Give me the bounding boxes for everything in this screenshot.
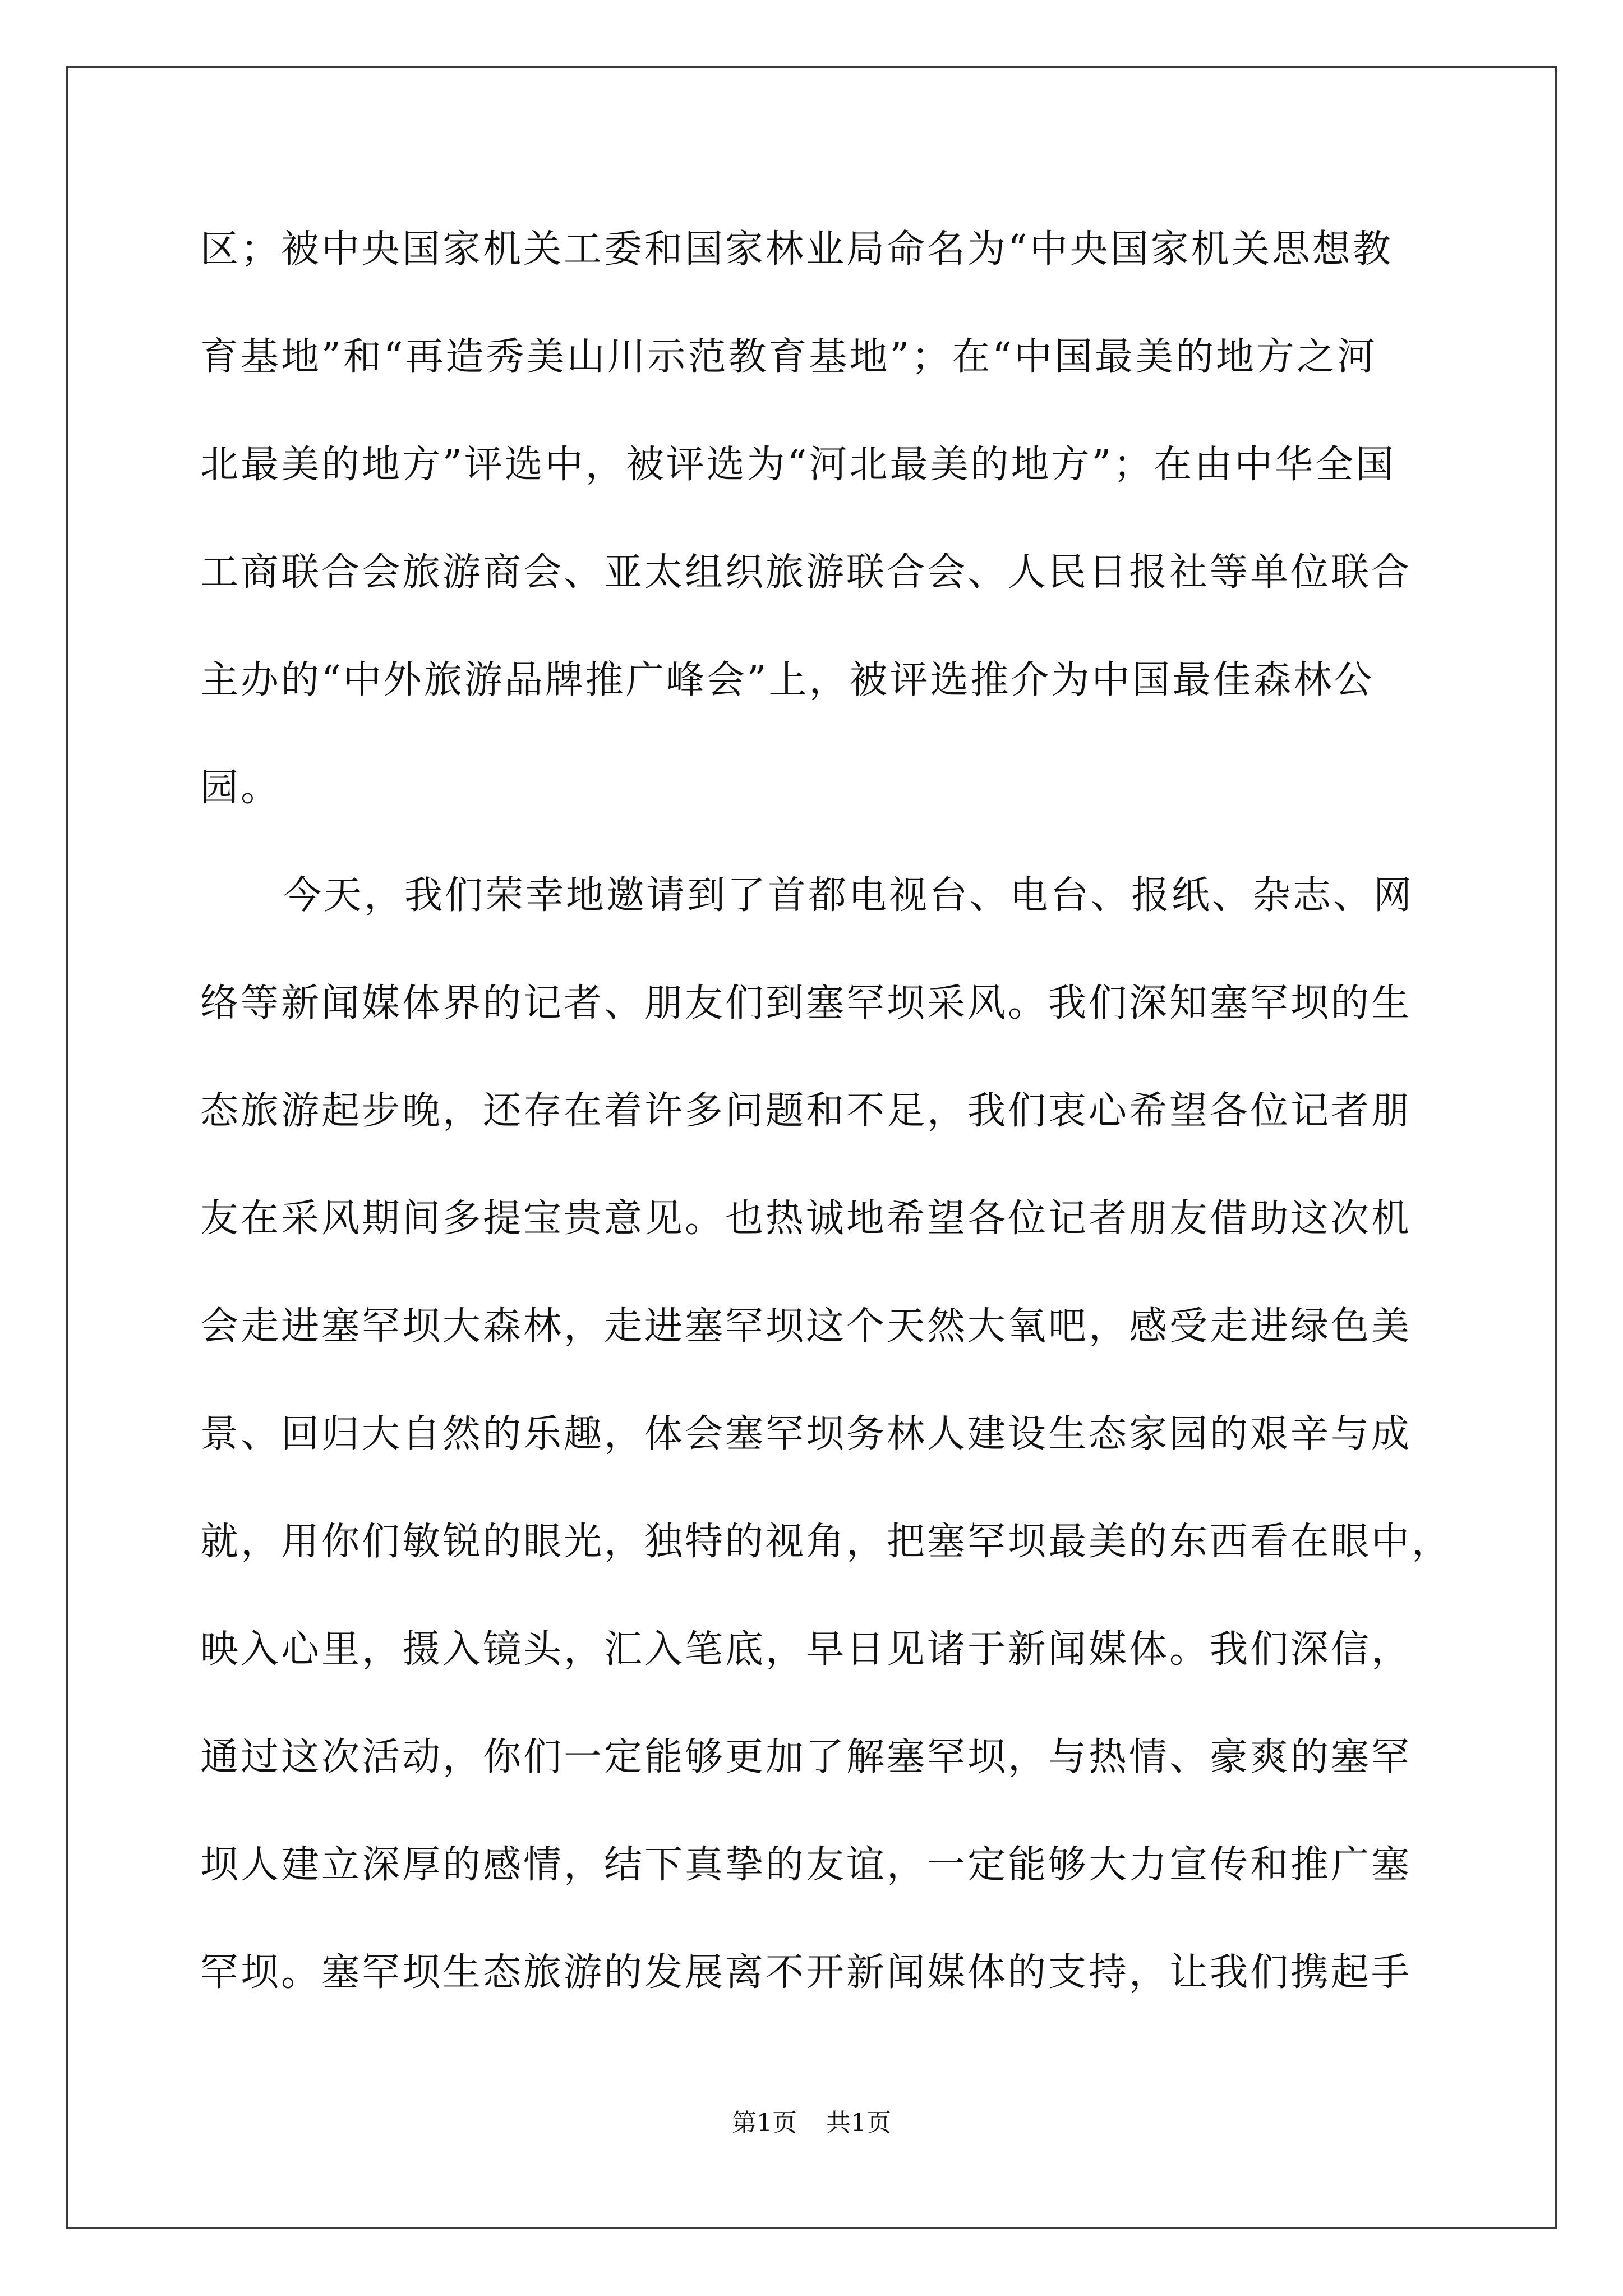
text-line: 主办的“中外旅游品牌推广峰会”上，被评选推介为中国最佳森林公 bbox=[200, 658, 1375, 702]
text-line: 罕坝。塞罕坝生态旅游的发展离不开新闻媒体的支持，让我们携起手 bbox=[200, 1950, 1412, 1995]
text-line: 园。 bbox=[200, 766, 282, 810]
paragraph-first-line: 今天，我们荣幸地邀请到了首都电视台、电台、报纸、杂志、网 bbox=[283, 873, 1414, 918]
text-line: 会走进塞罕坝大森林，走进塞罕坝这个天然大氧吧，感受走进绿色美 bbox=[200, 1304, 1412, 1349]
text-line: 友在采风期间多提宝贵意见。也热诚地希望各位记者朋友借助这次机 bbox=[200, 1197, 1412, 1241]
document-body bbox=[200, 216, 1453, 2047]
text-line: 工商联合会旅游商会、亚太组织旅游联合会、人民日报社等单位联合 bbox=[200, 550, 1412, 595]
text-line: 育基地”和“再造秀美山川示范教育基地”；在“中国最美的地方之河 bbox=[200, 335, 1378, 379]
page-number-current: 第1页 bbox=[732, 2109, 797, 2137]
page-footer bbox=[0, 2106, 1623, 2140]
text-line: 就，用你们敏锐的眼光，独特的视角，把塞罕坝最美的东西看在眼中， bbox=[200, 1520, 1453, 1564]
text-line: 区；被中央国家机关工委和国家林业局命名为“中央国家机关思想教 bbox=[200, 227, 1393, 272]
text-line: 通过这次活动，你们一定能够更加了解塞罕坝，与热情、豪爽的塞罕 bbox=[200, 1735, 1412, 1779]
text-line: 映入心里，摄入镜头，汇入笔底，早日见诸于新闻媒体。我们深信， bbox=[200, 1627, 1412, 1672]
text-line: 络等新闻媒体界的记者、朋友们到塞罕坝采风。我们深知塞罕坝的生 bbox=[200, 981, 1412, 1025]
text-line: 坝人建立深厚的感情，结下真挚的友谊，一定能够大力宣传和推广塞 bbox=[200, 1843, 1412, 1887]
page-number-total: 共1页 bbox=[826, 2109, 891, 2137]
text-line: 态旅游起步晚，还存在着许多问题和不足，我们衷心希望各位记者朋 bbox=[200, 1089, 1412, 1133]
text-line: 北最美的地方”评选中，被评选为“河北最美的地方”；在由中华全国 bbox=[200, 443, 1396, 487]
text-line: 景、回归大自然的乐趣，体会塞罕坝务林人建设生态家园的艰辛与成 bbox=[200, 1412, 1412, 1456]
